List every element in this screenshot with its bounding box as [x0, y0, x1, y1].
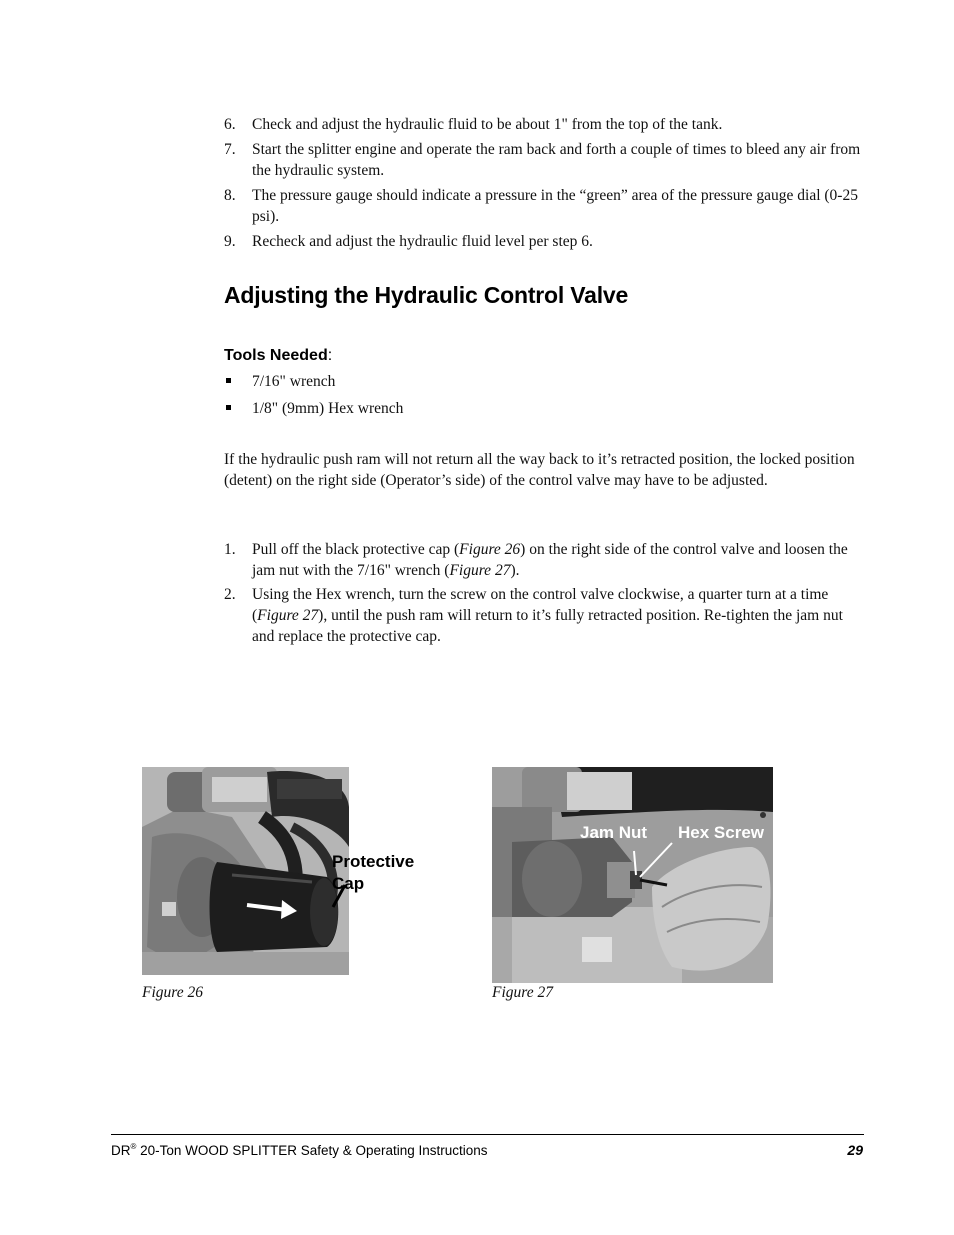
- list-item: 7/16" wrench: [224, 371, 403, 392]
- footer-title: DR® 20-Ton WOOD SPLITTER Safety & Operating Instructions: [111, 1142, 488, 1158]
- list-item: 8. The pressure gauge should indicate a pressure in the “green” area of the pressure gauge dial (0-25 psi).: [224, 187, 858, 225]
- list-item: 1/8" (9mm) Hex wrench: [224, 398, 403, 419]
- list-item: 7. Start the splitter engine and operate the ram back and forth a couple of times to bleed any air from the hydraulic system.: [224, 141, 861, 179]
- jam-nut-hex-screw-photo-icon: [492, 767, 773, 983]
- figure-26-caption: Figure 26: [142, 984, 203, 1001]
- top-steps-list: [224, 114, 864, 256]
- tools-list: [224, 371, 403, 425]
- figure-26-photo: [142, 767, 349, 975]
- bullet-icon: [226, 378, 231, 383]
- figure-27-photo: [492, 767, 773, 983]
- page-number: 29: [847, 1142, 863, 1158]
- figure-reference: Figure 26: [459, 541, 521, 558]
- protective-cap-callout: Protective Cap: [332, 852, 415, 893]
- bullet-icon: [226, 405, 231, 410]
- hex-screw-callout: Hex Screw: [678, 823, 764, 842]
- footer-divider: [111, 1134, 864, 1135]
- tools-needed-title: Tools Needed:: [224, 347, 333, 364]
- jam-nut-callout: Jam Nut: [580, 823, 648, 842]
- list-item: 9. Recheck and adjust the hydraulic fluid level per step 6.: [224, 233, 593, 250]
- figure-reference: Figure 27: [257, 607, 319, 624]
- intro-paragraph: If the hydraulic push ram will not return all the way back to it’s retracted position, the locked position (detent) on the right side (Operator’s side) of the control valve may have to be adjusted.: [224, 451, 855, 489]
- section-heading: Adjusting the Hydraulic Control Valve: [224, 282, 629, 308]
- figure-reference: Figure 27: [449, 562, 511, 579]
- control-valve-photo-icon: [142, 767, 349, 975]
- adjustment-steps-list: [224, 539, 864, 650]
- figure-27-caption: Figure 27: [492, 984, 553, 1001]
- list-item: 6. Check and adjust the hydraulic fluid to be about 1" from the top of the tank.: [224, 116, 723, 133]
- list-item: 1. Pull off the black protective cap (Figure 26) on the right side of the control valve and loosen the jam nut with the 7/16" wrench (Figure 27).: [224, 541, 848, 579]
- list-item: 2. Using the Hex wrench, turn the screw on the control valve clockwise, a quarter turn at a time (Figure 27), until the push ram will return to it’s fully retracted position. Re-tighten the jam nut and replace the protective cap.: [224, 586, 843, 645]
